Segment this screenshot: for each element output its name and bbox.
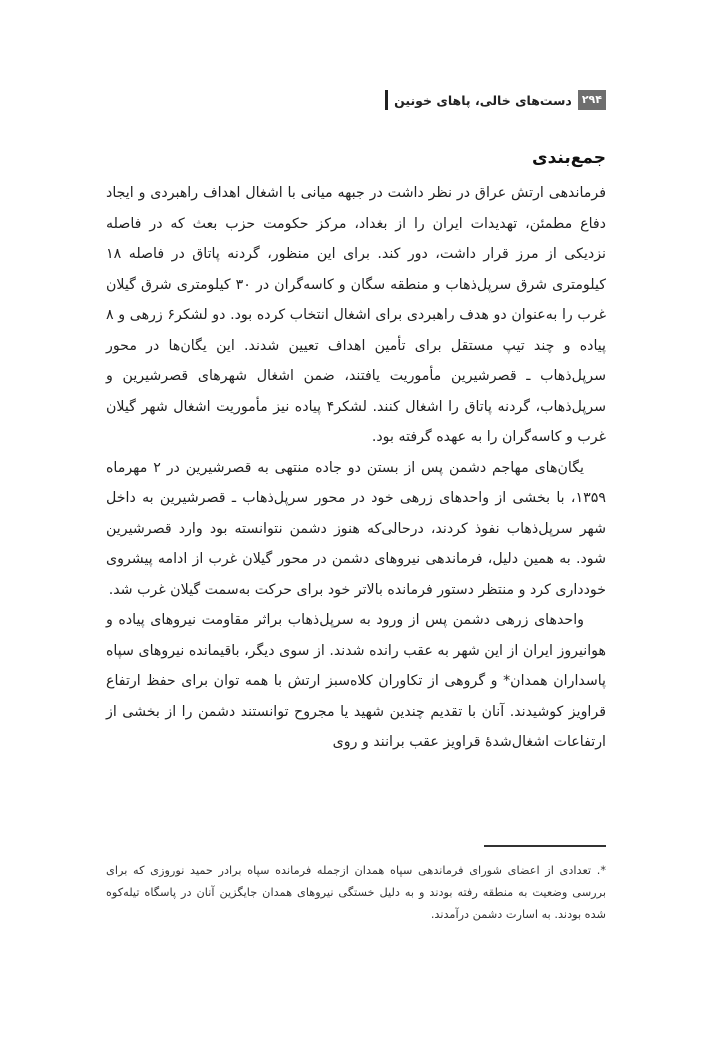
paragraph-1: فرماندهی ارتش عراق در نظر داشت در جبهه میانی با اشغال اهداف راهبردی و ایجاد دفاع مطمئن، تهدیدات ایران را از بغداد، مرکز حکومت حزب بعث که در فاصله نزدیکی از مرز قرار داشت، دور کند. برای این منظور، گردنه پاتاق در فاصله ۱۸ کیلومتری شرق سرپل‌ذهاب و منطقه سگان و کاسه‌گران در ۳۰ کیلومتری شرق گیلان غرب را به‌عنوان دو هدف راهبردی برای اشغال انتخاب کرده بود. دو لشکر۶ زرهی و ۸ پیاده و چند تیپ مستقل برای تأمین اهداف تعیین شدند. این یگان‌ها در محور سرپل‌ذهاب ـ قصرشیرین مأموریت یافتند، ضمن اشغال شهرهای قصرشیرین و سرپل‌ذهاب، گردنه پاتاق را اشغال کنند. لشکر۴ پیاده نیز مأموریت اشغال شهر گیلان غرب و کاسه‌گران را به عهده گرفته بود. [106,185,606,445]
running-header [385,89,606,111]
paragraph-2: یگان‌های مهاجم دشمن پس از بستن دو جاده منتهی به قصرشیرین در ۲ مهرماه ۱۳۵۹، با بخشی از واحدهای زرهی خود در محور سرپل‌ذهاب ـ قصرشیرین به داخل شهر سرپل‌ذهاب نفوذ کردند، درحالی‌که هنوز دشمن نتوانسته بود وارد قصرشیرین شود. به همین دلیل، فرماندهی نیروهای دشمن در محور گیلان غرب از ادامه پیشروی خودداری کرد و منتظر دستور فرمانده بالاتر خود برای حرکت به‌سمت گیلان غرب شد. [106,459,606,598]
header-divider [385,90,388,110]
footnote: *. تعدادی از اعضای شورای فرماندهی سپاه همدان ازجمله فرمانده سپاه برادر حمید نوروزی که برای بررسی وضعیت به منطقه رفته بودند و به دلیل خستگی نیروهای همدان جایگزین آنان در پاسگاه تیله‌کوه شده بودند. به اسارت دشمن درآمدند. [106,864,606,921]
body-text [106,178,606,758]
paragraph-3: واحدهای زرهی دشمن پس از ورود به سرپل‌ذهاب براثر مقاومت نیروهای پیاده و هوانیروز ایران از این شهر به عقب رانده شدند. از سوی دیگر، باقیمانده نیروهای سپاه پاسداران همدان* و گروهی از تکاوران کلاه‌سبز ارتش با همه توان برای حفظ ارتفاع قراویز کوشیدند. آنان با تقدیم چندین شهید یا مجروح توانستند دشمن را از بخشی از ارتفاعات اشغال‌شدهٔ قراویز عقب برانند و روی [106,612,606,750]
book-title: دست‌های خالی، پاهای خونین [394,92,572,108]
section-heading: جمع‌بندی [532,148,606,168]
page-number: ۲۹۴ [578,90,606,110]
footnote-separator [484,845,606,847]
